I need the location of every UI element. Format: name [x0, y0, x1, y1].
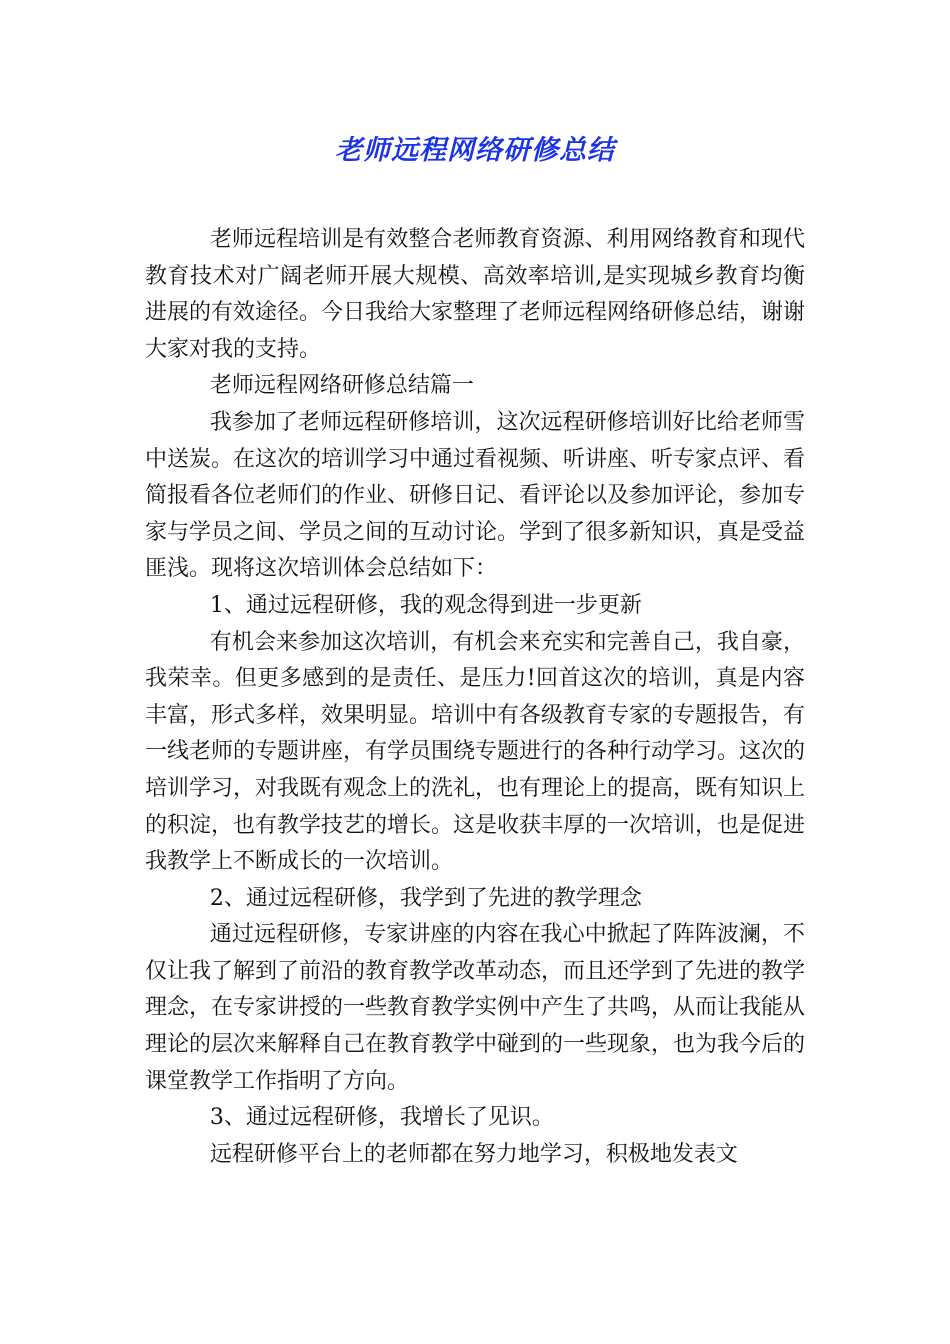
section-heading: 老师远程网络研修总结篇一 — [209, 373, 474, 399]
paragraph: 我参加了老师远程研修培训，这次远程研修培训好比给老师雪中送炭。在这次的培训学习中通过看视频、听讲座、听专家点评、看简报看各位老师们的作业、研修日记、看评论以及参加评论，参加专家与学员之间、学员之间的互动讨论。学到了很多新知识，真是受益匪浅。现将这次培训体会总结如下： — [145, 409, 806, 582]
paragraph: 通过远程研修，专家讲座的内容在我心中掀起了阵阵波澜，不仅让我了解到了前沿的教育教学改革动态，而且还学到了先进的教学理念，在专家讲授的一些教育教学实例中产生了共鸣，从而让我能从理论的层次来解释自己在教育教学中碰到的一些现象，也为我今后的课堂教学工作指明了方向。 — [145, 922, 806, 1094]
document-title: 老师远程网络研修总结 — [335, 135, 615, 166]
point-heading-1: 1、通过远程研修，我的观念得到进一步更新 — [209, 592, 642, 618]
point-heading-2: 2、通过远程研修，我学到了先进的教学理念 — [209, 885, 642, 911]
point-heading-3: 3、通过远程研修，我增长了见识。 — [209, 1105, 554, 1131]
paragraph-intro: 老师远程培训是有效整合老师教育资源、利用网络教育和现代教育技术对广阔老师开展大规模、高效率培训,是实现城乡教育均衡进展的有效途径。今日我给大家整理了老师远程网络研修总结，谢谢大家对我的支持。 — [145, 227, 806, 362]
paragraph: 有机会来参加这次培训，有机会来充实和完善自己，我自豪，我荣幸。但更多感到的是责任、是压力!回首这次的培训，真是内容丰富，形式多样，效果明显。培训中有各级教育专家的专题报告，有一线老师的专题讲座，有学员围绕专题进行的各种行动学习。这次的培训学习，对我既有观念上的洗礼，也有理论上的提高，既有知识上的积淀，也有教学技艺的增长。这是收获丰厚的一次培训，也是促进我教学上不断成长的一次培训。 — [145, 629, 806, 875]
document-body — [145, 222, 805, 1173]
paragraph: 远程研修平台上的老师都在努力地学习，积极地发表文 — [209, 1141, 738, 1167]
